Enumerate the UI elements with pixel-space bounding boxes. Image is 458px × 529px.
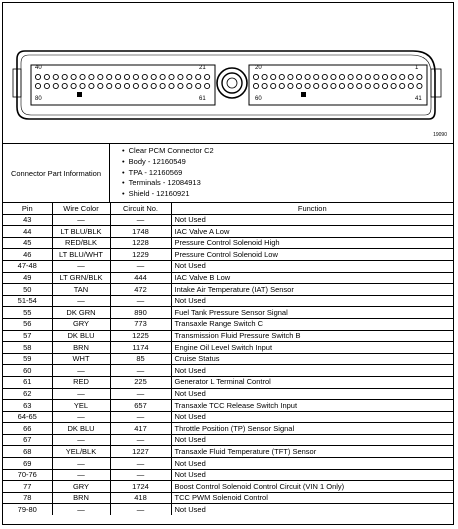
pin-hole	[305, 74, 310, 79]
wire-color-cell: —	[52, 365, 110, 377]
circuit-no-cell: —	[110, 214, 171, 226]
header-circuit-no: Circuit No.	[110, 203, 171, 214]
pin-hole	[271, 83, 276, 88]
wire-color-cell: BRN	[52, 342, 110, 354]
pin-cell: 67	[3, 434, 52, 446]
pin-hole	[296, 74, 301, 79]
pin-hole	[116, 83, 121, 88]
function-cell: Boost Control Solenoid Control Circuit (VIN 1 Only)	[171, 481, 453, 493]
pin-hole	[417, 83, 422, 88]
pin-cell: 56	[3, 318, 52, 330]
wire-color-cell: —	[52, 458, 110, 470]
connector-part-info-item: • Shield - 12160921	[122, 189, 453, 200]
key-mark-left	[77, 92, 82, 97]
pin-hole	[391, 74, 396, 79]
table-row	[3, 458, 453, 470]
function-cell: Not Used	[171, 295, 453, 307]
pin-hole	[357, 74, 362, 79]
pin-label: 40	[35, 65, 42, 71]
table-row	[3, 434, 453, 446]
pin-hole	[296, 83, 301, 88]
key-mark-right	[301, 92, 306, 97]
table-row	[3, 388, 453, 400]
pin-label: 21	[199, 65, 206, 71]
pin-hole	[271, 74, 276, 79]
pin-hole	[89, 83, 94, 88]
function-cell: Not Used	[171, 411, 453, 423]
pin-cell: 64-65	[3, 411, 52, 423]
function-cell: Transmission Fluid Pressure Switch B	[171, 330, 453, 342]
pin-label: 20	[255, 65, 262, 71]
pin-label: 41	[415, 96, 422, 102]
pin-hole	[133, 74, 138, 79]
wire-color-cell: YEL	[52, 400, 110, 412]
circuit-no-cell: 1724	[110, 481, 171, 493]
pin-hole	[89, 74, 94, 79]
pin-hole	[35, 74, 40, 79]
pin-label: 61	[199, 96, 206, 102]
pin-hole	[253, 83, 258, 88]
wire-color-cell: —	[52, 388, 110, 400]
table-row	[3, 365, 453, 377]
pin-hole	[62, 74, 67, 79]
pin-cell: 61	[3, 376, 52, 388]
pin-hole	[71, 74, 76, 79]
pin-cell: 59	[3, 353, 52, 365]
pin-hole	[133, 83, 138, 88]
pin-hole	[196, 74, 201, 79]
connector-figure	[3, 3, 453, 144]
function-cell: Not Used	[171, 365, 453, 377]
connector-part-info-item: • Body - 12160549	[122, 157, 453, 168]
pin-cell: 44	[3, 226, 52, 238]
pin-cell: 43	[3, 214, 52, 226]
table-row	[3, 237, 453, 249]
table-row	[3, 284, 453, 296]
pin-hole	[262, 83, 267, 88]
circuit-no-cell: —	[110, 469, 171, 481]
pin-hole	[400, 74, 405, 79]
circuit-no-cell: —	[110, 365, 171, 377]
wire-color-cell: —	[52, 469, 110, 481]
pin-label: 80	[35, 96, 42, 102]
table-row	[3, 214, 453, 226]
pin-hole	[314, 83, 319, 88]
table-row	[3, 342, 453, 354]
function-cell: Transaxle Range Switch C	[171, 318, 453, 330]
connector-part-info	[3, 144, 453, 203]
circuit-no-cell: 417	[110, 423, 171, 435]
pin-hole	[279, 74, 284, 79]
pin-hole	[107, 83, 112, 88]
pin-hole	[205, 83, 210, 88]
function-cell: Transaxle TCC Release Switch Input	[171, 400, 453, 412]
function-cell: Not Used	[171, 469, 453, 481]
wire-color-cell: RED/BLK	[52, 237, 110, 249]
circuit-no-cell: —	[110, 434, 171, 446]
circuit-no-cell: 1174	[110, 342, 171, 354]
wire-color-cell: DK BLU	[52, 330, 110, 342]
pin-hole	[253, 74, 258, 79]
table-row	[3, 307, 453, 319]
pin-hole	[348, 83, 353, 88]
table-row	[3, 411, 453, 423]
function-cell: Not Used	[171, 434, 453, 446]
table-row	[3, 318, 453, 330]
circuit-no-cell: 85	[110, 353, 171, 365]
pin-hole	[305, 83, 310, 88]
function-cell: Intake Air Temperature (IAT) Sensor	[171, 284, 453, 296]
pin-hole	[262, 74, 267, 79]
wire-color-cell: —	[52, 411, 110, 423]
center-bolt-ring	[222, 73, 242, 93]
table-row	[3, 446, 453, 458]
pin-hole	[288, 74, 293, 79]
right-latch	[431, 69, 441, 97]
function-cell: Not Used	[171, 388, 453, 400]
pin-cell: 49	[3, 272, 52, 284]
table-row	[3, 504, 453, 515]
connector-part-info-item: • Clear PCM Connector C2	[122, 146, 453, 157]
function-cell: Generator L Terminal Control	[171, 376, 453, 388]
wire-color-cell: GRY	[52, 481, 110, 493]
circuit-no-cell: 418	[110, 492, 171, 504]
pin-hole	[187, 83, 192, 88]
pin-hole	[331, 83, 336, 88]
function-cell: Not Used	[171, 458, 453, 470]
pin-hole	[408, 83, 413, 88]
table-row	[3, 400, 453, 412]
function-cell: Cruise Status	[171, 353, 453, 365]
pin-hole	[80, 74, 85, 79]
connector-part-info-label: Connector Part Information	[3, 144, 110, 202]
wire-color-cell: —	[52, 295, 110, 307]
table-row	[3, 376, 453, 388]
pin-hole	[391, 83, 396, 88]
pin-hole	[382, 83, 387, 88]
pin-hole	[205, 74, 210, 79]
function-cell: Throttle Position (TP) Sensor Signal	[171, 423, 453, 435]
pin-cell: 50	[3, 284, 52, 296]
pin-label: 60	[255, 96, 262, 102]
pin-hole	[107, 74, 112, 79]
circuit-no-cell: 1748	[110, 226, 171, 238]
pin-cell: 70-76	[3, 469, 52, 481]
function-cell: TCC PWM Solenoid Control	[171, 492, 453, 504]
pin-cell: 47-48	[3, 260, 52, 272]
pin-hole	[71, 83, 76, 88]
header-wire-color: Wire Color	[52, 203, 110, 214]
pin-hole	[160, 74, 165, 79]
pin-hole	[151, 74, 156, 79]
pin-cell: 45	[3, 237, 52, 249]
pin-hole	[35, 83, 40, 88]
table-row	[3, 492, 453, 504]
pin-hole	[80, 83, 85, 88]
table-row	[3, 295, 453, 307]
pin-hole	[382, 74, 387, 79]
circuit-no-cell: —	[110, 260, 171, 272]
pin-hole	[314, 74, 319, 79]
circuit-no-cell: 1228	[110, 237, 171, 249]
table-row	[3, 226, 453, 238]
pin-hole	[322, 74, 327, 79]
wire-color-cell: DK BLU	[52, 423, 110, 435]
pin-hole	[124, 74, 129, 79]
pin-hole	[124, 83, 129, 88]
pin-cell: 77	[3, 481, 52, 493]
pin-hole	[62, 83, 67, 88]
table-row	[3, 481, 453, 493]
pin-hole	[408, 74, 413, 79]
pin-cell: 62	[3, 388, 52, 400]
pin-cell: 57	[3, 330, 52, 342]
pin-cell: 55	[3, 307, 52, 319]
wire-color-cell: —	[52, 504, 110, 515]
figure-code: 19090	[433, 132, 447, 138]
pin-hole	[116, 74, 121, 79]
pin-hole	[98, 83, 103, 88]
pin-hole	[331, 74, 336, 79]
pin-hole	[151, 83, 156, 88]
pin-hole	[339, 83, 344, 88]
pin-label: 1	[415, 65, 419, 71]
circuit-no-cell: 1229	[110, 249, 171, 261]
wire-color-cell: —	[52, 214, 110, 226]
pin-hole	[53, 74, 58, 79]
circuit-no-cell: —	[110, 388, 171, 400]
wire-color-cell: GRY	[52, 318, 110, 330]
pin-hole	[142, 83, 147, 88]
circuit-no-cell: 890	[110, 307, 171, 319]
pin-hole	[374, 74, 379, 79]
function-cell: Not Used	[171, 214, 453, 226]
circuit-no-cell: —	[110, 458, 171, 470]
wire-color-cell: LT BLU/BLK	[52, 226, 110, 238]
pinout-table	[3, 203, 453, 515]
wire-color-cell: TAN	[52, 284, 110, 296]
pin-cell: 69	[3, 458, 52, 470]
pin-hole	[279, 83, 284, 88]
pin-hole	[417, 74, 422, 79]
pin-cell: 63	[3, 400, 52, 412]
circuit-no-cell: 773	[110, 318, 171, 330]
table-row	[3, 469, 453, 481]
pin-hole	[400, 83, 405, 88]
wire-color-cell: —	[52, 434, 110, 446]
function-cell: Transaxle Fluid Temperature (TFT) Sensor	[171, 446, 453, 458]
circuit-no-cell: 1225	[110, 330, 171, 342]
pin-hole	[142, 74, 147, 79]
pin-cell: 51-54	[3, 295, 52, 307]
pin-hole	[187, 74, 192, 79]
table-row	[3, 330, 453, 342]
function-cell: Fuel Tank Pressure Sensor Signal	[171, 307, 453, 319]
table-row	[3, 260, 453, 272]
wire-color-cell: LT GRN/BLK	[52, 272, 110, 284]
connector-part-info-item: • Terminals - 12084913	[122, 178, 453, 189]
pin-hole	[160, 83, 165, 88]
circuit-no-cell: 444	[110, 272, 171, 284]
function-cell: IAC Valve B Low	[171, 272, 453, 284]
pin-cell: 60	[3, 365, 52, 377]
circuit-no-cell: 657	[110, 400, 171, 412]
center-bolt-core	[227, 78, 237, 88]
circuit-no-cell: 1227	[110, 446, 171, 458]
wire-color-cell: WHT	[52, 353, 110, 365]
pin-hole	[348, 74, 353, 79]
pin-hole	[53, 83, 58, 88]
table-row	[3, 249, 453, 261]
pin-hole	[365, 74, 370, 79]
wire-color-cell: LT BLU/WHT	[52, 249, 110, 261]
pin-cell: 79-80	[3, 504, 52, 515]
pin-cell: 58	[3, 342, 52, 354]
pin-hole	[365, 83, 370, 88]
connector-housing-inner	[21, 55, 431, 115]
pin-hole	[339, 74, 344, 79]
table-row	[3, 353, 453, 365]
function-cell: Pressure Control Solenoid High	[171, 237, 453, 249]
connector-diagram	[3, 3, 453, 143]
pin-hole	[357, 83, 362, 88]
header-pin: Pin	[3, 203, 52, 214]
pin-hole	[322, 83, 327, 88]
table-header-row	[3, 203, 453, 214]
function-cell: Engine Oil Level Switch Input	[171, 342, 453, 354]
circuit-no-cell: —	[110, 504, 171, 515]
pinout-sheet	[2, 2, 454, 525]
pin-hole	[288, 83, 293, 88]
connector-part-info-item: • TPA - 12160569	[122, 168, 453, 179]
circuit-no-cell: 225	[110, 376, 171, 388]
wire-color-cell: YEL/BLK	[52, 446, 110, 458]
pin-cell: 68	[3, 446, 52, 458]
connector-part-info-list	[110, 144, 453, 202]
pin-hole	[196, 83, 201, 88]
pin-hole	[98, 74, 103, 79]
pin-hole	[374, 83, 379, 88]
pin-hole	[169, 74, 174, 79]
circuit-no-cell: —	[110, 295, 171, 307]
pin-hole	[178, 74, 183, 79]
pin-hole	[44, 83, 49, 88]
table-row	[3, 423, 453, 435]
wire-color-cell: RED	[52, 376, 110, 388]
wire-color-cell: —	[52, 260, 110, 272]
wire-color-cell: BRN	[52, 492, 110, 504]
function-cell: Not Used	[171, 504, 453, 515]
table-row	[3, 272, 453, 284]
function-cell: Not Used	[171, 260, 453, 272]
pin-cell: 78	[3, 492, 52, 504]
pin-cell: 46	[3, 249, 52, 261]
pin-cell: 66	[3, 423, 52, 435]
header-function: Function	[171, 203, 453, 214]
pin-hole	[169, 83, 174, 88]
function-cell: Pressure Control Solenoid Low	[171, 249, 453, 261]
circuit-no-cell: 472	[110, 284, 171, 296]
pin-hole	[44, 74, 49, 79]
wire-color-cell: DK GRN	[52, 307, 110, 319]
function-cell: IAC Valve A Low	[171, 226, 453, 238]
circuit-no-cell: —	[110, 411, 171, 423]
pin-hole	[178, 83, 183, 88]
